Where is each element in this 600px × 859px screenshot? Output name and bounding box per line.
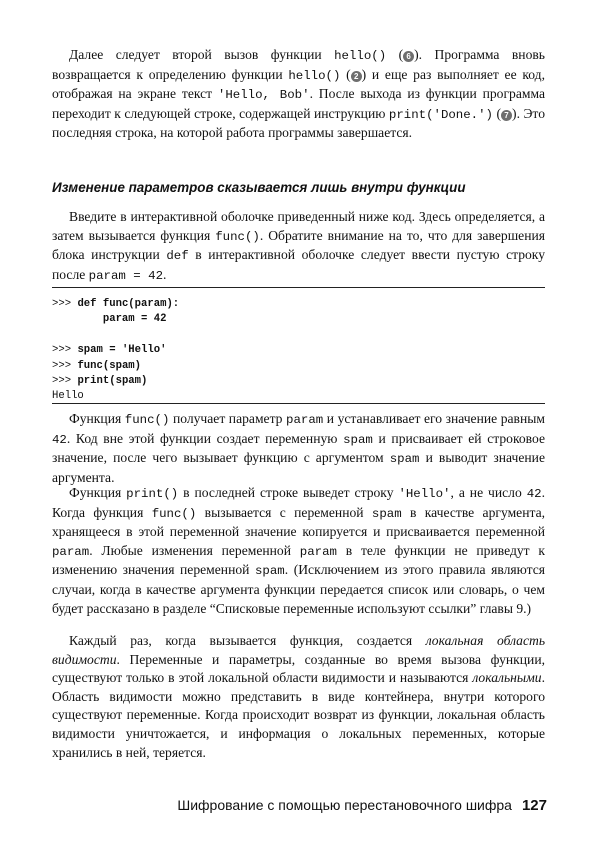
text: и устанавливает его значение равным: [323, 411, 545, 426]
callout-marker: 7: [501, 110, 512, 121]
text: Каждый раз, когда вызывается функция, создается: [69, 633, 426, 648]
inline-code: param = 42: [88, 268, 164, 283]
inline-code: 'Hello, Bob': [217, 88, 310, 103]
text: и еще раз выполняет ее код, отображая на экране текст: [52, 66, 545, 102]
italic-term: локальная область видимости: [52, 633, 546, 667]
inline-code: param: [286, 413, 324, 427]
inline-code: print('Done.'): [388, 107, 493, 122]
inline-code: hello(): [288, 68, 341, 83]
text: . Это последняя строка, на которой работа программы завершается.: [52, 105, 545, 141]
text: . Область видимости можно представить в виде контейнера, внутри которого существуют переменные. Когда происходит возврат из функции, локальная область видимости уничтожается, и информация о локальных переменных, которые хранились в ней, теряется.: [52, 670, 545, 760]
text: в качестве аргумента, хранящееся в этой переменной значение копируется и присваивается переменной: [52, 504, 546, 540]
inline-code: spam: [389, 452, 420, 467]
text: в интерактивной оболочке следует ввести пустую строку после: [52, 247, 546, 282]
code-listing: [52, 297, 545, 405]
paragraph-2: [52, 208, 545, 285]
text: Далее следует второй вызов функции: [69, 47, 335, 62]
code-output: Hello: [52, 390, 84, 403]
text: Функция: [69, 485, 127, 500]
text: . Код вне этой функции создает переменную: [66, 430, 344, 446]
italic-term: локальными: [472, 670, 542, 686]
code-line: >>> func(spam): [52, 359, 142, 372]
inline-code: def: [166, 249, 189, 264]
text: в последней строке выведет строку: [178, 485, 399, 500]
inline-code: spam: [343, 432, 373, 447]
text: Функция: [69, 411, 125, 426]
paragraph-4: [52, 484, 545, 618]
code-line: >>> print(spam): [52, 375, 148, 388]
text: . Программа вновь возвращается к определению функции: [52, 47, 545, 82]
code-top-rule: [52, 287, 545, 288]
text: . Когда функция: [52, 485, 545, 520]
inline-code: spam: [371, 506, 402, 521]
page-footer: [177, 797, 547, 814]
callout-marker: 2: [351, 71, 362, 82]
inline-code: spam: [255, 564, 285, 579]
text: и выводит значение аргумента.: [52, 450, 545, 485]
inline-code: func(): [124, 413, 170, 427]
paragraph-3: [52, 410, 545, 487]
text: . После выхода из функции программа переходит к следующей строке, содержащей инструкцию: [52, 86, 545, 121]
text: Введите в интерактивной оболочке приведенный ниже код. Здесь определяется, а затем вызывается функция: [52, 209, 545, 243]
text: вызывается с переменной: [196, 504, 372, 520]
running-title: Шифрование с помощью перестановочного шифра: [177, 797, 512, 813]
section-heading: Изменение параметров сказывается лишь внутри функции: [52, 180, 466, 195]
text: . Любые изменения переменной: [89, 542, 300, 558]
code-line: [52, 328, 545, 343]
text: . Обратите внимание на то, что для завершения блока инструкции: [52, 227, 546, 263]
paragraph-5: [52, 632, 545, 762]
inline-code: print(): [126, 487, 179, 501]
text: получает параметр: [169, 411, 287, 426]
code-line: >>> spam = 'Hello': [52, 344, 167, 357]
code-line: param = 42: [102, 313, 167, 326]
callout-marker: 6: [403, 51, 414, 62]
text: . Переменные и параметры, созданные во время вызова функции, существуют только в этой локальной области видимости и называются: [52, 651, 545, 686]
text: . (Исключением из этого правила являются случаи, когда в качестве аргумента функции передается список или словарь, о чем будет рассказано в разделе “Списковые переменные используют ссылки” главы 9.): [52, 562, 546, 616]
inline-code: hello(): [334, 49, 387, 63]
inline-code: param: [52, 544, 90, 559]
inline-code: func(): [215, 229, 260, 244]
code-bottom-rule: [52, 403, 545, 404]
inline-code: param: [299, 544, 337, 559]
text: .: [163, 266, 167, 282]
inline-code: 42: [52, 432, 67, 447]
page-number: 127: [521, 797, 547, 814]
text: и присваивает ей строковое значение, после чего вызывает функцию с аргументом: [52, 430, 545, 466]
inline-code: 42: [526, 487, 542, 501]
paragraph-1: Далее следует второй вызов функции hello() ( 6 ). Программа вновь возвращается к определению функции hello() ( 2 ) и еще раз выполняет ее код, отображая на экране текст 'Hello, Bob'. После выхода из функции программа переходит к следующей строке, содержащей инструкцию print('Done.') ( 7 ). Это последняя строка, на которой работа программы завершается.: [52, 47, 545, 141]
code-line: >>> def func(param):: [52, 298, 180, 310]
inline-code: 'Hello': [398, 487, 451, 501]
text: , а не число: [450, 485, 527, 500]
text: в теле функции не приведут к изменению значения переменной: [52, 542, 545, 578]
inline-code: func(): [151, 506, 197, 521]
